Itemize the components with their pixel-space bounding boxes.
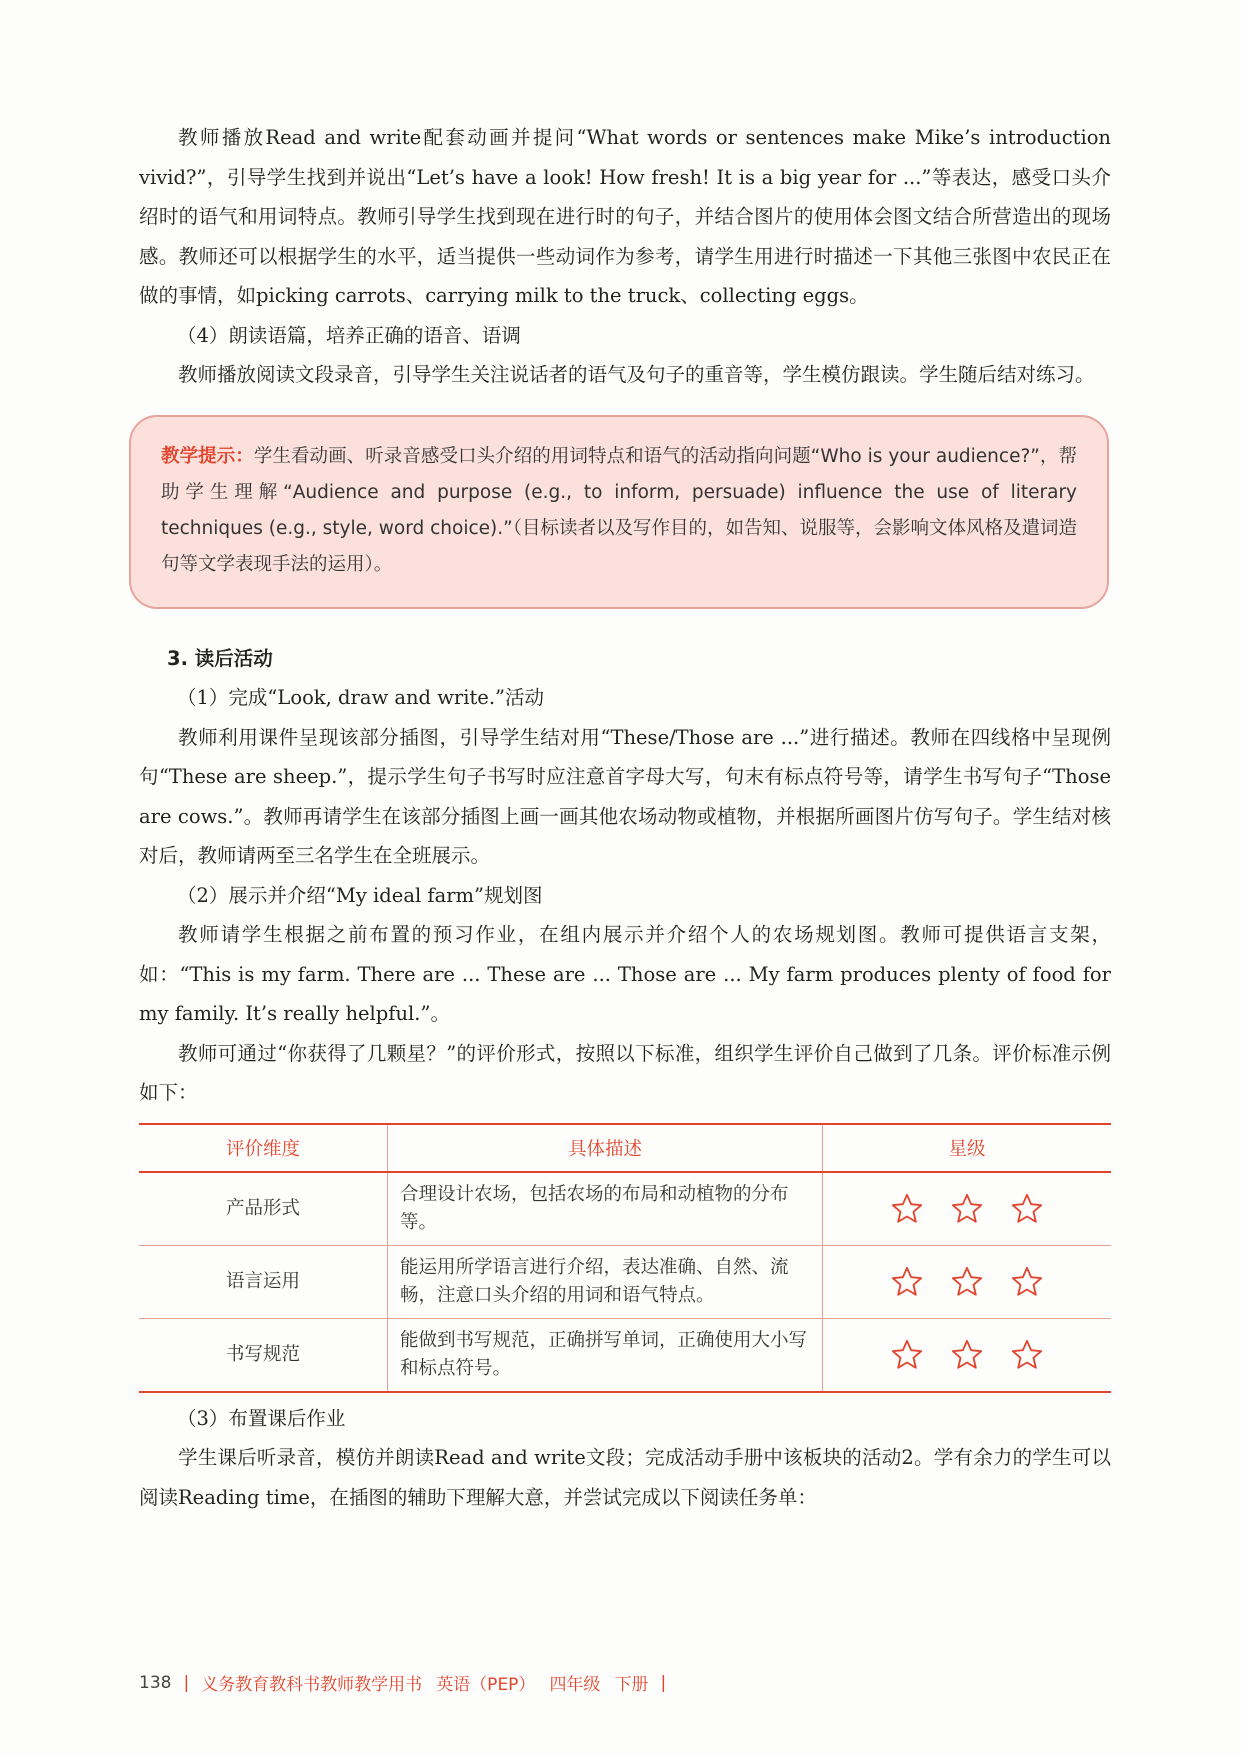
paragraph-ideal-farm: 教师请学生根据之前布置的预习作业，在组内展示并介绍个人的农场规划图。教师可提供语言支架，如：“This is my farm. There are ... These are ... Those are ... My farm produces plenty of food for my family. It’s really helpful.”。 [139,923,1111,1025]
row-dimension: 产品形式 [139,1172,388,1246]
header-dimension: 评价维度 [139,1124,388,1172]
star-outline-icon [890,1265,924,1299]
row-description: 能做到书写规范，正确拼写单词，正确使用大小写和标点符号。 [388,1318,823,1392]
footer-subject: 英语（PEP） [436,1675,536,1695]
teaching-tip-text: 学生看动画、听录音感受口头介绍的用词特点和语气的活动指向问题“Who is your audience?”，帮助学生理解“Audience and purpose (e.g., to inform, persuade) influence the use of literary techniques (e.g., style, word choice).”（目标读者以及写作目的，如告知、说服等，会影响文体风格及遣词造句等文学表现手法的运用）。 [161,445,1077,575]
paragraph-homework: 学生课后听录音，模仿并朗读Read and write文段；完成活动手册中该板块的活动2。学有余力的学生可以阅读Reading time，在插图的辅助下理解大意，并尝试完成以下阅读任务单： [139,1446,1111,1509]
subheading-ideal-farm: （2）展示并介绍“My ideal farm”规划图 [177,883,543,907]
table-row [139,1318,1111,1392]
header-stars: 星级 [823,1124,1112,1172]
row-dimension: 语言运用 [139,1245,388,1318]
teaching-tip-label: 教学提示： [161,445,254,467]
star-outline-icon [1010,1192,1044,1226]
subheading-look-draw-write: （1）完成“Look, draw and write.”活动 [177,686,544,709]
row-star-rating [823,1172,1112,1246]
page-footer [139,1670,678,1695]
star-outline-icon [950,1265,984,1299]
paragraph-animation-question: 教师播放Read and write配套动画并提问“What words or sentences make Mike’s introduction vivid?”，引导学生找到并说出“Let’s have a look! How fresh! It is a big year for ...”等表达，感受口头介绍时的语气和用词特点。教师引导学生找到现在进行时的句子，并结合图片的使用体会图文结合所营造出的现场感。教师还可以根据学生的水平，适当提供一些动词作为参考，请学生用进行时描述一下其他三张图中农民正在做的事情，如picking carrots、carrying milk to the truck、collecting eggs。 [139,126,1111,307]
page-content [139,118,1111,1517]
evaluation-table [139,1123,1111,1393]
table-row [139,1172,1111,1246]
subheading-homework: （3）布置课后作业 [177,1406,346,1430]
row-star-rating [823,1318,1112,1392]
table-header-row [139,1124,1111,1172]
subheading-read-aloud: （4）朗读语篇，培养正确的语音、语调 [177,323,521,347]
header-description: 具体描述 [388,1124,823,1172]
star-outline-icon [950,1192,984,1226]
footer-divider-end: | [660,1672,667,1693]
page-number: 138 [139,1672,172,1693]
paragraph-evaluation: 教师可通过“你获得了几颗星？”的评价形式，按照以下标准，组织学生评价自己做到了几条。评价标准示例如下： [139,1041,1111,1104]
row-star-rating [823,1245,1112,1318]
star-outline-icon [890,1192,924,1226]
paragraph-look-draw-write: 教师利用课件呈现该部分插图，引导学生结对用“These/Those are ...”进行描述。教师在四线格中呈现例句“These are sheep.”，提示学生句子书写时应注意首字母大写，句末有标点符号等，请学生书写句子“Those are cows.”。教师再请学生在该部分插图上画一画其他农场动物或植物，并根据所画图片仿写句子。学生结对核对后，教师请两至三名学生在全班展示。 [139,725,1111,867]
star-outline-icon [890,1338,924,1372]
footer-grade: 四年级 [549,1675,601,1695]
footer-volume: 下册 [614,1675,649,1695]
row-description: 能运用所学语言进行介绍，表达准确、自然、流畅，注意口头介绍的用词和语气特点。 [388,1245,823,1318]
row-description: 合理设计农场，包括农场的布局和动植物的分布等。 [388,1172,823,1246]
row-dimension: 书写规范 [139,1318,388,1392]
star-outline-icon [1010,1265,1044,1299]
table-row [139,1245,1111,1318]
teaching-tip-box [129,415,1109,609]
footer-series: 义务教育教科书教师教学用书 [201,1675,423,1695]
footer-divider: | [183,1672,190,1693]
section-heading-post-reading: 3. 读后活动 [167,646,273,670]
paragraph-read-aloud: 教师播放阅读文段录音，引导学生关注说话者的语气及句子的重音等，学生模仿跟读。学生随后结对练习。 [178,363,1095,386]
star-outline-icon [1010,1338,1044,1372]
star-outline-icon [950,1338,984,1372]
